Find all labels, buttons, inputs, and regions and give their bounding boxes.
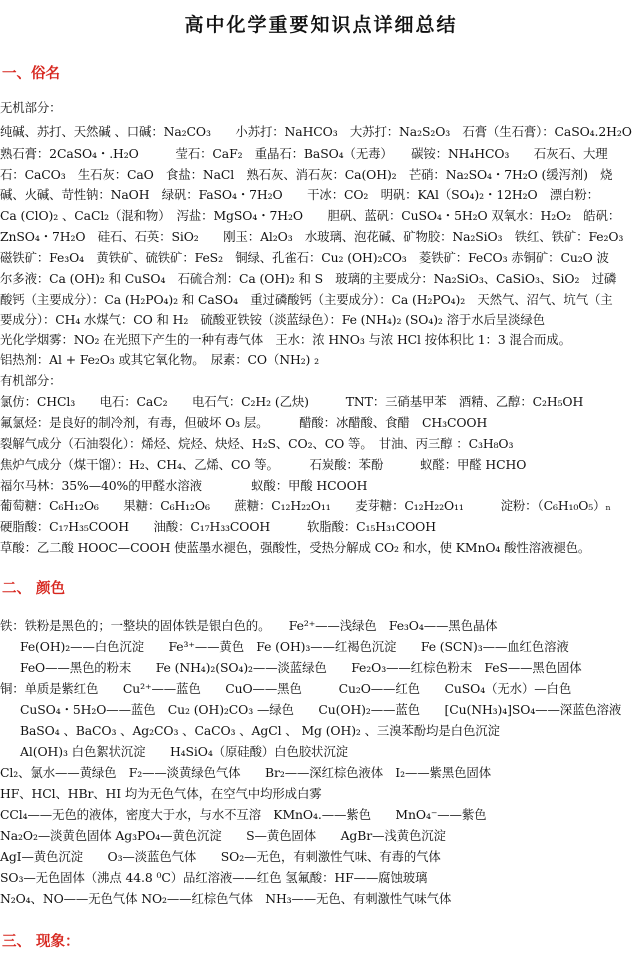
text-line: CCl₄——无色的液体，密度大于水，与水不互溶 KMnO₄.——紫色 MnO₄⁻——紫色 xyxy=(0,807,487,822)
text-line: 光化学烟雾：NO₂ 在光照下产生的一种有毒气体 王水：浓 HNO₃ 与浓 HCl 按体积比 1：3 混合而成。 xyxy=(0,332,571,347)
text-line: 氯仿：CHCl₃ 电石：CaC₂ 电石气：C₂H₂ (乙炔) TNT：三硝基甲苯 酒精、乙醇：C₂H₅OH xyxy=(0,394,584,409)
text-line: 葡萄糖：C₆H₁₂O₆ 果糖：C₆H₁₂O₆ 蔗糖：C₁₂H₂₂O₁₁ 麦芽糖：C₁₂H₂₂O₁₁ 淀粉：（C₆H₁₀O₅）ₙ xyxy=(0,498,611,513)
text-line: 硬脂酸：C₁₇H₃₅COOH 油酸：C₁₇H₃₃COOH 软脂酸：C₁₅H₃₁COOH xyxy=(0,519,436,534)
text-line: 磁铁矿：Fe₃O₄ 黄铁矿、硫铁矿：FeS₂ 铜绿、孔雀石：Cu₂ (OH)₂CO₃ 菱铁矿：FeCO₃ 赤铜矿：Cu₂O 波 xyxy=(0,250,609,265)
text-line: HF、HCl、HBr、HI 均为无色气体，在空气中均形成白雾 xyxy=(0,786,322,801)
text-line: 焦炉气成分（煤干馏）：H₂、CH₄、乙烯、CO 等。 石炭酸：苯酚 蚁醛：甲醛 HCHO xyxy=(0,457,527,472)
text-line: Na₂O₂—淡黄色固体 Ag₃PO₄—黄色沉淀 S—黄色固体 AgBr—浅黄色沉淀 xyxy=(0,828,446,843)
text-line: ZnSO₄・7H₂O 硅石、石英：SiO₂ 刚玉：Al₂O₃ 水玻璃、泡花碱、矿物胶：Na₂SiO₃ 铁红、铁矿：Fe₂O₃ xyxy=(0,229,624,244)
text-line: 石：CaCO₃ 生石灰：CaO 食盐：NaCl 熟石灰、消石灰：Ca(OH)₂ 芒硝：Na₂SO₄・7H₂O (缓泻剂) 烧 xyxy=(0,167,613,182)
text-line: CuSO₄・5H₂O——蓝色 Cu₂ (OH)₂CO₃ —绿色 Cu(OH)₂——蓝色 [Cu(NH₃)₄]SO₄——深蓝色溶液 xyxy=(20,702,622,717)
text-line: 裂解气成分（石油裂化）：烯烃、烷烃、炔烃、H₂S、CO₂、CO 等。 甘油、丙三醇 ：C₃H₈O₃ xyxy=(0,436,514,451)
text-line: Fe(OH)₂——白色沉淀 Fe³⁺——黄色 Fe (OH)₃——红褐色沉淀 Fe (SCN)₃——血红色溶液 xyxy=(20,639,569,654)
text-line: SO₃—无色固体（沸点 44.8 ⁰C）品红溶液——红色 氢氟酸：HF——腐蚀玻璃 xyxy=(0,870,428,885)
section-heading-colors: 二、 颜色 xyxy=(2,581,66,597)
text-line: 铝热剂：Al + Fe₂O₃ 或其它氧化物。 尿素：CO（NH₂) ₂ xyxy=(0,352,319,367)
text-line: BaSO₄ 、BaCO₃ 、Ag₂CO₃ 、CaCO₃ 、AgCl 、 Mg (OH)₂ 、三溴苯酚均是白色沉淀 xyxy=(20,723,500,738)
section-heading-phenomena: 三、 现象： xyxy=(2,934,80,950)
text-line: Ca (ClO)₂ 、CaCl₂（混和物） 泻盐：MgSO₄・7H₂O 胆矾、蓝矾：CuSO₄・5H₂O 双氧水：H₂O₂ 皓矾： xyxy=(0,208,621,223)
page-title: 高中化学重要知识点详细总结 xyxy=(184,14,458,36)
text-line: 草酸：乙二酸 HOOC—COOH 使蓝墨水褪色，强酸性，受热分解成 CO₂ 和水，使 KMnO₄ 酸性溶液褪色。 xyxy=(0,540,591,555)
text-line: FeO——黑色的粉末 Fe (NH₄)₂(SO₄)₂——淡蓝绿色 Fe₂O₃——红棕色粉末 FeS——黑色固体 xyxy=(20,660,582,675)
text-line: 氟氯烃：是良好的制冷剂，有毒，但破坏 O₃ 层。 醋酸：冰醋酸、食醋 CH₃COOH xyxy=(0,415,488,430)
section-heading-common-names: 一、俗名 xyxy=(2,66,60,82)
text-line: 有机部分： xyxy=(0,373,62,388)
text-line: 无机部分： xyxy=(0,100,62,115)
text-line: 熟石膏：2CaSO₄・.H₂O 莹石：CaF₂ 重晶石：BaSO₄（无毒） 碳铵：NH₄HCO₃ 石灰石、大理 xyxy=(0,146,608,161)
text-line: 福尔马林：35%—40%的甲醛水溶液 蚁酸：甲酸 HCOOH xyxy=(0,478,368,493)
text-line: 铜：单质是紫红色 Cu²⁺——蓝色 CuO——黑色 Cu₂O——红色 CuSO₄（无水）—白色 xyxy=(0,681,572,696)
text-line: Al(OH)₃ 白色絮状沉淀 H₄SiO₄（原硅酸）白色胶状沉淀 xyxy=(20,744,348,759)
text-line: AgI—黄色沉淀 O₃—淡蓝色气体 SO₂—无色，有刺激性气味、有毒的气体 xyxy=(0,849,441,864)
text-line: Cl₂、氯水——黄绿色 F₂——淡黄绿色气体 Br₂——深红棕色液体 I₂——紫黑色固体 xyxy=(0,765,492,780)
text-line: 要成分）：CH₄ 水煤气：CO 和 H₂ 硫酸亚铁铵（淡蓝绿色）：Fe (NH₄)₂ (SO₄)₂ 溶于水后呈淡绿色 xyxy=(0,312,545,327)
text-line: 碱、火碱、苛性钠：NaOH 绿矾：FaSO₄・7H₂O 干冰：CO₂ 明矾：KAl（SO₄)₂・12H₂O 漂白粉： xyxy=(0,187,599,202)
text-line: 尔多液：Ca (OH)₂ 和 CuSO₄ 石硫合剂：Ca (OH)₂ 和 S 玻璃的主要成分：Na₂SiO₃、CaSiO₃、SiO₂ 过磷 xyxy=(0,271,617,286)
text-line: 纯碱、苏打、天然碱 、口碱：Na₂CO₃ 小苏打：NaHCO₃ 大苏打：Na₂S₂O₃ 石膏（生石膏）：CaSO₄.2H₂O xyxy=(0,124,632,139)
text-line: N₂O₄、NO——无色气体 NO₂——红棕色气体 NH₃——无色、有刺激性气味气体 xyxy=(0,891,452,906)
text-line: 酸钙（主要成分）：Ca (H₂PO₄)₂ 和 CaSO₄ 重过磷酸钙（主要成分）：Ca (H₂PO₄)₂ 天然气、沼气、坑气（主 xyxy=(0,292,613,307)
text-line: 铁：铁粉是黑色的；一整块的固体铁是银白色的。 Fe²⁺——浅绿色 Fe₃O₄——黑色晶体 xyxy=(0,618,498,633)
